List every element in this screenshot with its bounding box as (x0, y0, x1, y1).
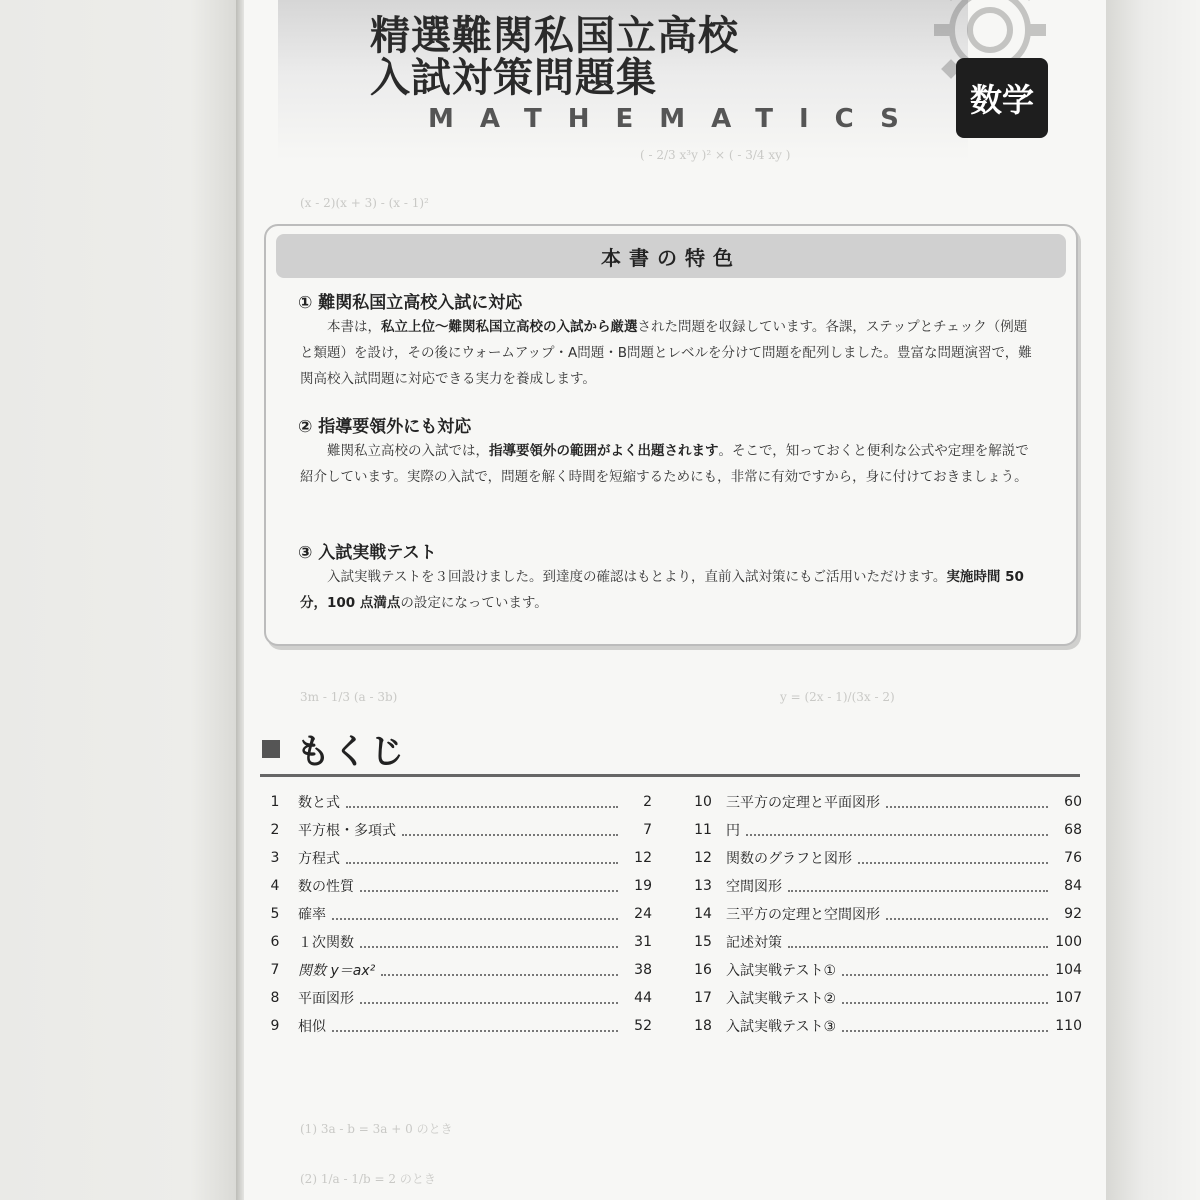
toc-entry[interactable]: 9 相似 52 (270, 1018, 652, 1035)
toc-entry[interactable]: 10 三平方の定理と平面図形 60 (694, 794, 1082, 811)
feature-body-1: 本書は，私立上位〜難関私国立高校の入試から厳選された問題を収録しています。各課，ステップとチェック（例題と類題）を設け，その後にウォームアップ・A問題・B問題とレベルを分けて問題を配列しました。豊富な問題演習で，難関高校入試問題に対応できる実力を養成します。 (300, 319, 1032, 387)
book-title-line-1: 精選難関私国立高校 (370, 13, 739, 59)
toc-entry[interactable]: 8 平面図形 44 (270, 990, 652, 1007)
toc-entry[interactable]: 12 関数のグラフと図形 76 (694, 850, 1082, 867)
previous-page (0, 0, 238, 1200)
toc-entry[interactable]: 13 空間図形 84 (694, 878, 1082, 895)
toc-left-column (262, 788, 652, 1040)
toc-entry[interactable]: 5 確率 24 (270, 906, 652, 923)
toc-entry[interactable]: 1 数と式 2 (270, 794, 652, 811)
toc-entry[interactable]: 14 三平方の定理と空間図形 92 (694, 906, 1082, 923)
toc-entry[interactable]: 3 方程式 12 (270, 850, 652, 867)
toc-entry[interactable]: 6 １次関数 31 (270, 934, 652, 951)
toc-entry[interactable]: 15 記述対策 100 (694, 934, 1082, 951)
book-title-line-2: 入試対策問題集 (370, 55, 657, 101)
toc-divider (260, 774, 1080, 777)
toc-right-column (686, 788, 1082, 1040)
feature-heading-1: ① 難関私国立高校入試に対応 (298, 293, 523, 313)
toc-entry[interactable]: 17 入試実戦テスト② 107 (694, 990, 1082, 1007)
features-title-band (276, 234, 1066, 278)
features-box (264, 224, 1078, 646)
feature-body-3: 入試実戦テストを３回設けました。到達度の確認はもとより，直前入試対策にもご活用いただけます。実施時間 50 分，100 点満点の設定になっています。 (300, 569, 1024, 611)
features-title: 本書の特色 (601, 245, 741, 270)
feature-heading-2: ② 指導要領外にも対応 (298, 417, 472, 437)
book-gutter (236, 0, 244, 1200)
subject-label: 数学 (969, 81, 1034, 119)
page-edge (1106, 0, 1200, 1200)
subject-english: MATHEMATICS (428, 104, 925, 134)
toc-entry[interactable]: 4 数の性質 19 (270, 878, 652, 895)
toc-marker (262, 740, 280, 758)
toc-entry[interactable]: 11 円 68 (694, 822, 1082, 839)
feature-body-2: 難関私立高校の入試では，指導要領外の範囲がよく出題されます。そこで，知っておくと便利な公式や定理を解説で紹介しています。実際の入試で，問題を解く時間を短縮するためにも，非常に有効ですから，身に付けておきましょう。 (300, 443, 1029, 485)
feature-heading-3: ③ 入試実戦テスト (298, 543, 437, 563)
toc-entry[interactable]: 2 平方根・多項式 7 (270, 822, 652, 839)
toc-title: もくじ (296, 732, 407, 772)
toc-entry[interactable]: 7 関数 y＝ax² 38 (270, 962, 652, 979)
subject-badge (956, 58, 1048, 138)
toc-entry[interactable]: 18 入試実戦テスト③ 110 (694, 1018, 1082, 1035)
toc-entry[interactable]: 16 入試実戦テスト① 104 (694, 962, 1082, 979)
